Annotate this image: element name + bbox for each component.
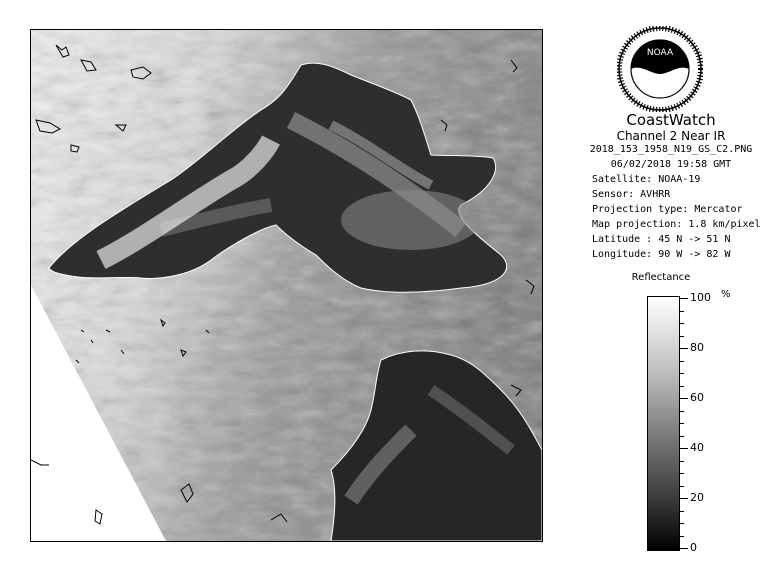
- reflectance-colorbar: [647, 296, 680, 551]
- colorbar-tick-label: 20: [690, 491, 704, 504]
- colorbar-minor-tick: [680, 323, 684, 324]
- datetime: 06/02/2018 19:58 GMT: [610, 159, 732, 170]
- satellite-image-panel[interactable]: [30, 29, 543, 542]
- file-name: 2018_153_1958_N19_GS_C2.PNG: [589, 144, 753, 155]
- colorbar-tick: [680, 348, 688, 349]
- projection-type: Projection type: Mercator: [592, 204, 743, 215]
- colorbar-minor-tick: [680, 461, 684, 462]
- satellite-image: [31, 30, 542, 541]
- colorbar-tick: [680, 548, 688, 549]
- sensor: Sensor: AVHRR: [592, 189, 671, 200]
- colorbar-minor-tick: [680, 436, 684, 437]
- satellite: Satellite: NOAA-19: [592, 174, 701, 185]
- metadata-block: [560, 157, 782, 262]
- colorbar-minor-tick: [680, 361, 684, 362]
- legend-unit: %: [721, 289, 731, 300]
- longitude: Longitude: 90 W -> 82 W: [592, 249, 731, 260]
- colorbar-minor-tick: [680, 311, 684, 312]
- colorbar-minor-tick: [680, 386, 684, 387]
- colorbar-minor-tick: [680, 373, 684, 374]
- colorbar-tick: [680, 398, 688, 399]
- colorbar-minor-tick: [680, 336, 684, 337]
- noaa-logo: [617, 26, 703, 112]
- colorbar-tick-label: 60: [690, 391, 704, 404]
- brand-title: CoastWatch: [626, 111, 716, 129]
- colorbar-tick-label: 40: [690, 441, 704, 454]
- info-panel: [560, 112, 782, 262]
- colorbar-minor-tick: [680, 473, 684, 474]
- colorbar-minor-tick: [680, 411, 684, 412]
- latitude: Latitude : 45 N -> 51 N: [592, 234, 731, 245]
- colorbar-tick: [680, 448, 688, 449]
- colorbar-minor-tick: [680, 511, 684, 512]
- colorbar-minor-tick: [680, 486, 684, 487]
- colorbar-minor-tick: [680, 423, 684, 424]
- colorbar-tick-label: 100: [690, 291, 711, 304]
- legend-title: Reflectance: [631, 272, 691, 283]
- colorbar-minor-tick: [680, 536, 684, 537]
- noaa-logo-icon: [617, 26, 703, 112]
- map-projection: Map projection: 1.8 km/pixel: [592, 219, 761, 230]
- colorbar-tick-label: 0: [690, 541, 697, 554]
- noaa-logo-text: NOAA: [646, 48, 674, 58]
- channel-label: Channel 2 Near IR: [616, 129, 726, 143]
- colorbar-tick: [680, 498, 688, 499]
- colorbar-tick-label: 80: [690, 341, 704, 354]
- colorbar-tick: [680, 298, 688, 299]
- colorbar-minor-tick: [680, 523, 684, 524]
